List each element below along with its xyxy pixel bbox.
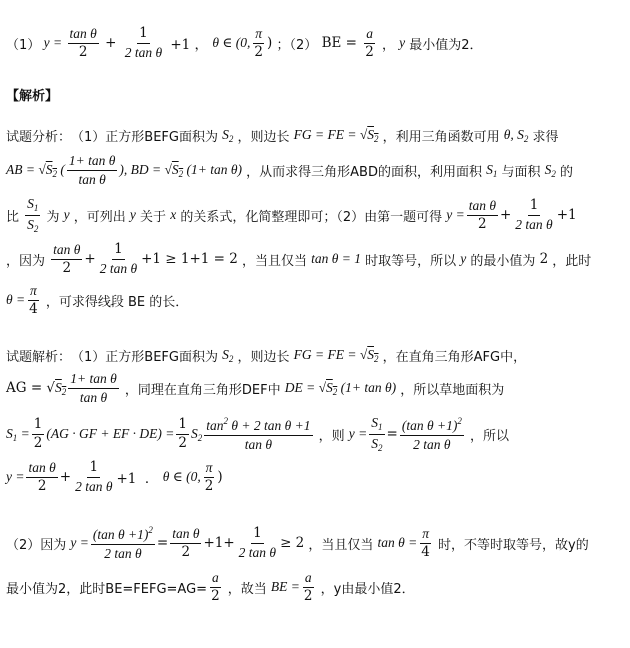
answer-line: （1） y = $\frac{\text{tan θ}}{2}$ + $\frac{1}{\text{2 tan θ}}$ +1 ， θ ∈ (0, $\frac{\pi}{2}$ ) ；（2） BE = $\frac{a}{2}$ ， y 最小值为2． — [6, 24, 483, 60]
answer-part1-label: （1） — [6, 37, 41, 53]
solution-line-2: AG = $√S_2$ $\frac{\text{1+ tan θ}}{\text{tan θ}}$ ，同理在直角三角形DEF中 DE = $√S_2$ (1+ tan θ) ，所以草地面积为 — [6, 370, 505, 405]
solution-label: 试题解析： — [6, 349, 72, 365]
analysis-line-3: 比 $\frac{S_1}{S_2}$ 为 y ，可列出 y 关于 x 的关系式，化简整理即可；（2）由第一题可得 y = $\frac{\text{tan θ}}{2}$ + $\frac{1}{\text{2 tan θ}}$ +1 — [6, 196, 577, 234]
analysis-header: 【解析】 — [6, 88, 59, 104]
analysis-label: 试题分析： — [6, 129, 72, 145]
analysis-line-4: ，因为 $\frac{\text{tan θ}}{2}$ + $\frac{1}{\text{2 tan θ}}$ +1 ≥ 1+1 = 2 ，当且仅当 tan θ = 1 时取等号，所以 y 的最小值为 2 ，此时 — [6, 240, 592, 276]
solution-line-4: y = $\frac{\text{tan θ}}{2}$ + $\frac{1}{\text{2 tan θ}}$ +1 ． θ ∈ (0, $\frac{\pi}{2}$ ) — [6, 458, 223, 494]
solution-line-5: （2）因为 y = $\frac{(\tan \theta +1)^2}{\text{2 tan θ}}$ = $\frac{\text{tan θ}}{2}$ +1+ $\frac{1}{\text{2 tan θ}}$ ≥ 2 ，当且仅当 tan θ = $\frac{\pi}{4}$ 时，不等时取等号，故y的 — [6, 524, 589, 561]
analysis-line-2: AB = $√S_2$ ( $\frac{\text{1+ tan θ}}{\text{tan θ}}$ ), BD = $√S_2$ (1+ tan θ) ，从而求得三角形ABD的面积，利用面积 $S_1$ 与面积 $S_2$ 的 — [6, 152, 574, 187]
solution-line-6: 最小值为2，此时BE=FEFG=AG= $\frac{a}{2}$ ，故当 BE = $\frac{a}{2}$ ，y由最小值2． — [6, 569, 415, 604]
solution-line-1: 试题解析： （1）正方形BEFG面积为 $S_2$ ，则边长 FG = FE = $√S_2$ ，在直角三角形AFG中， — [6, 346, 527, 365]
solution-line-3: $S_1$ = $\frac{1}{2}$ (AG · GF + EF · DE) = $\frac{1}{2}$ $S_2$ $\frac{\tan^2 \theta + 2 \tan \theta +1}{\text{tan θ}}$ ，则 y = $\frac{S_1}{S_2}$ = $\frac{(\tan \theta +1)^2}{\text{2 tan θ}}$ ，所以 — [6, 415, 509, 453]
analysis-line-1: 试题分析： （1）正方形BEFG面积为 $S_2$ ，则边长 FG = FE = $√S_2$ ，利用三角函数可用 θ, $S_2$ 求得 — [6, 126, 559, 145]
analysis-line-5: θ = $\frac{\pi}{4}$ ，可求得线段 BE 的长． — [6, 282, 189, 317]
